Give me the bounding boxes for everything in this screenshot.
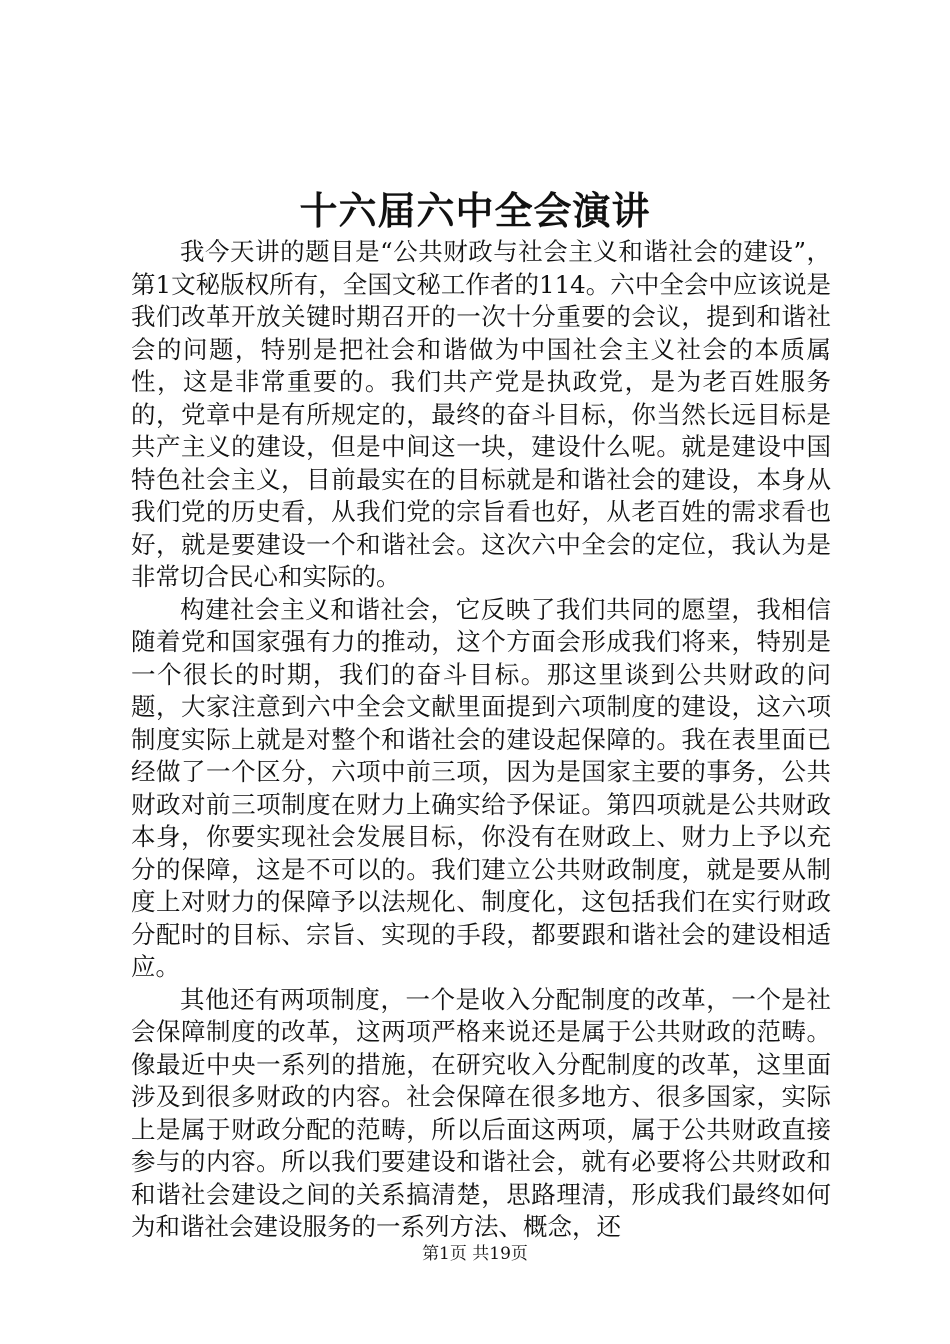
document-title: 十六届六中全会演讲 [299,188,651,233]
page-footer: 第1页 共19页 [422,1244,528,1264]
paragraph: 我今天讲的题目是“公共财政与社会主义和谐社会的建设”，第1文秘版权所有，全国文秘工作者的114。六中全会中应该说是我们改革开放关键时期召开的一次十分重要的会议，提到和谐社会的问题，特别是把社会和谐做为中国社会主义社会的本质属性，这是非常重要的。我们共产党是执政党，是为老百姓服务的，党章中是有所规定的，最终的奋斗目标，你当然长远目标是共产主义的建设，但是中间这一块，建设什么呢。就是建设中国特色社会主义，目前最实在的目标就是和谐社会的建设，本身从我们党的历史看，从我们党的宗旨看也好，从老百姓的需求看也好，就是要建设一个和谐社会。这次六中全会的定位，我认为是非常切合民心和实际的。 [131,237,831,591]
document-body [131,236,831,1244]
paragraph: 构建社会主义和谐社会，它反映了我们共同的愿望，我相信随着党和国家强有力的推动，这个方面会形成我们将来，特别是一个很长的时期，我们的奋斗目标。那这里谈到公共财政的问题，大家注意到六中全会文献里面提到六项制度的建设，这六项制度实际上就是对整个和谐社会的建设起保障的。我在表里面已经做了一个区分，六项中前三项，因为是国家主要的事务，公共财政对前三项制度在财力上确实给予保证。第四项就是公共财政本身，你要实现社会发展目标，你没有在财政上、财力上予以充分的保障，这是不可以的。我们建立公共财政制度，就是要从制度上对财力的保障予以法规化、制度化，这包括我们在实行财政分配时的目标、宗旨、实现的手段，都要跟和谐社会的建设相适应。 [131,594,831,981]
paragraph: 其他还有两项制度，一个是收入分配制度的改革，一个是社会保障制度的改革，这两项严格来说还是属于公共财政的范畴。像最近中央一系列的措施，在研究收入分配制度的改革，这里面涉及到很多财政的内容。社会保障在很多地方、很多国家，实际上是属于财政分配的范畴，所以后面这两项，属于公共财政直接参与的内容。所以我们要建设和谐社会，就有必要将公共财政和和谐社会建设之间的关系搞清楚，思路理清，形成我们最终如何为和谐社会建设服务的一系列方法、概念，还 [131,984,831,1241]
